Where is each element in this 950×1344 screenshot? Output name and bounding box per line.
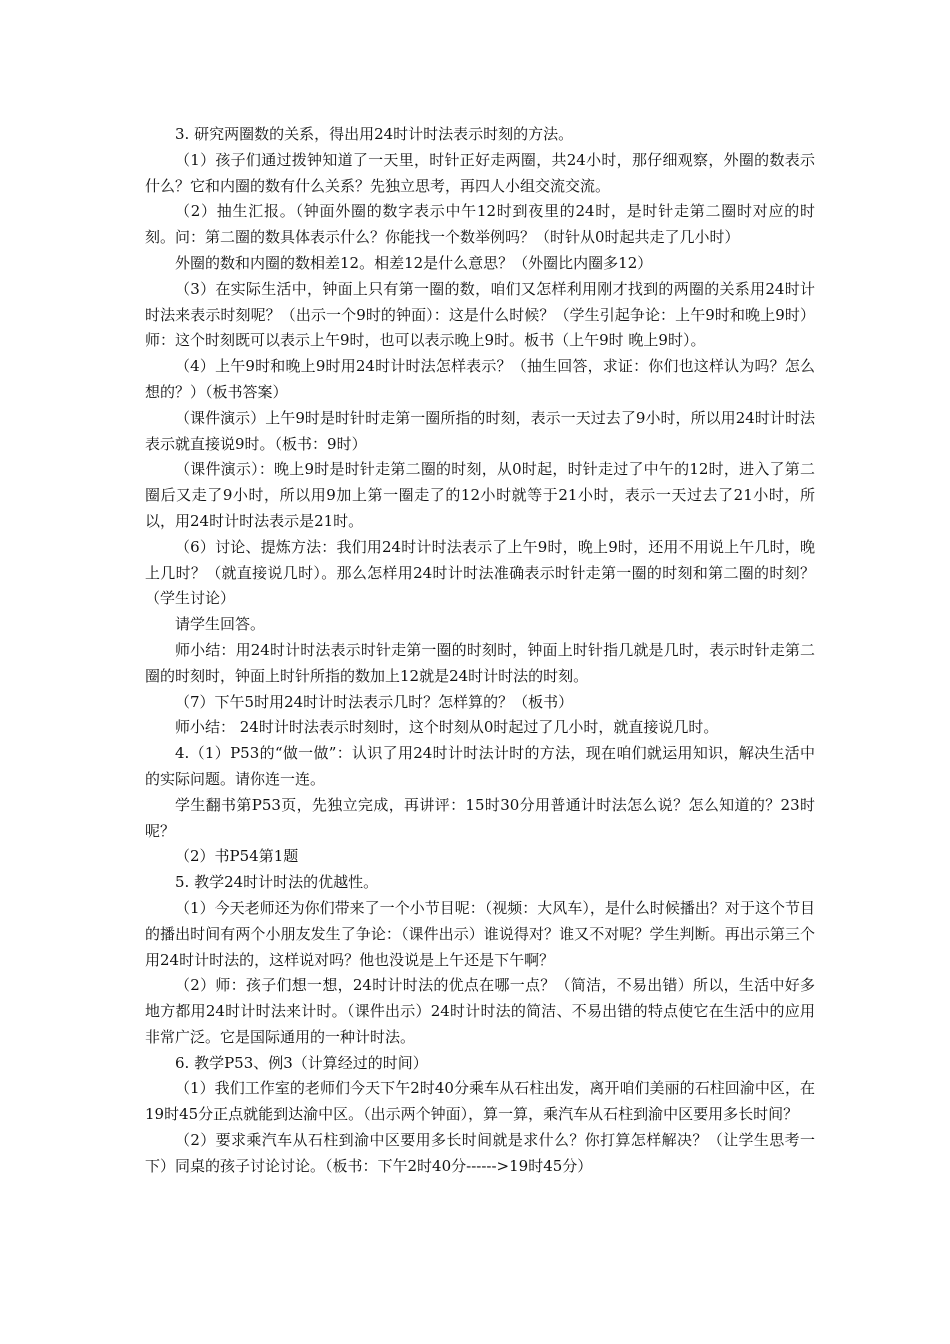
- paragraph: 请学生回答。: [175, 615, 266, 634]
- paragraph: 4.（1）P53的“做一做”：认识了用24时计时法计时的方法，现在咱们就运用知识，解决生活中的实际问题。请你连一连。: [145, 744, 815, 788]
- paragraph: （1）孩子们通过拨钟知道了一天里，时针正好走两圈，共24小时，那仔细观察，外圈的数表示什么？它和内圈的数有什么关系？先独立思考，再四人小组交流交流。: [145, 150, 815, 195]
- paragraph: （2）师：孩子们想一想，24时计时法的优点在哪一点？（简洁，不易出错）所以，生活中好多地方都用24时计时法来计时。（课件出示）24时计时法的简洁、不易出错的特点使它在生活中的应用非常广泛。它是国际通用的一种计时法。: [145, 976, 815, 1046]
- document-body: [145, 122, 815, 1180]
- paragraph: （3）在实际生活中，钟面上只有第一圈的数，咱们又怎样利用刚才找到的两圈的关系用24时计时法来表示时刻呢？（出示一个9时的钟面）：这是什么时候？（学生引起争论：上午9时和晚上9时）师：这个时刻既可以表示上午9时，也可以表示晚上9时。板书（上午9时 晚上9时）。: [145, 279, 815, 350]
- paragraph: （6）讨论、提炼方法：我们用24时计时法表示了上午9时，晚上9时，还用不用说上午几时，晚上几时？（就直接说几时）。那么怎样用24时计时法准确表示时针走第一圈的时刻和第二圈的时刻？（学生讨论）: [145, 537, 815, 608]
- paragraph: 3. 研究两圈数的关系，得出用24时计时法表示时刻的方法。: [175, 125, 574, 143]
- paragraph: 师小结：用24时计时法表示时针走第一圈的时刻时，钟面上时针指几就是几时，表示时针走第二圈的时刻时，钟面上时针所指的数加上12就是24时计时法的时刻。: [145, 640, 815, 685]
- paragraph: （2）抽生汇报。（钟面外圈的数字表示中午12时到夜里的24时，是时针走第二圈时对应的时刻。问：第二圈的数具体表示什么？你能找一个数举例吗？（时针从0时起共走了几小时）: [145, 202, 815, 247]
- paragraph: （4）上午9时和晚上9时用24时计时法怎样表示？（抽生回答，求证：你们也这样认为吗？怎么想的？）（板书答案）: [145, 357, 815, 401]
- paragraph: 师小结： 24时计时法表示时刻时，这个时刻从0时起过了几小时，就直接说几时。: [175, 718, 719, 737]
- paragraph: （课件演示）上午9时是时针时走第一圈所指的时刻，表示一天过去了9小时，所以用24时计时法表示就直接说9时。（板书：9时）: [145, 408, 815, 453]
- paragraph: 学生翻书第P53页，先独立完成，再讲评：15时30分用普通计时法怎么说？怎么知道的？23时呢？: [145, 795, 815, 840]
- paragraph: （7）下午5时用24时计时法表示几时？怎样算的？（板书）: [175, 692, 574, 711]
- paragraph: 5. 教学24时计时法的优越性。: [175, 873, 379, 892]
- paragraph: 外圈的数和内圈的数相差12。相差12是什么意思？（外圈比内圈多12）: [175, 253, 653, 272]
- paragraph: 6. 教学P53、例3（计算经过的时间）: [175, 1053, 428, 1072]
- paragraph: （课件演示）：晚上9时是时针走第二圈的时刻，从0时起，时针走过了中午的12时，进入了第二圈后又走了9小时，所以用9加上第一圈走了的12小时就等于21小时，表示一天过去了21小时，所以，用24时计时法表示是21时。: [145, 460, 815, 530]
- paragraph: （2）要求乘汽车从石柱到渝中区要用多长时间就是求什么？你打算怎样解决？（让学生思考一下）同桌的孩子讨论讨论。（板书：下午2时40分------>19时45分）: [145, 1131, 815, 1175]
- paragraph: （2）书P54第1题: [175, 847, 299, 866]
- paragraph: （1）我们工作室的老师们今天下午2时40分乘车从石柱出发，离开咱们美丽的石柱回渝中区，在19时45分正点就能到达渝中区。（出示两个钟面），算一算，乘汽车从石柱到渝中区要用多长时间？: [145, 1079, 815, 1124]
- paragraph: （1）今天老师还为你们带来了一个小节目呢：（视频：大风车），是什么时候播出？对于这个节目的播出时间有两个小朋友发生了争论：（课件出示）谁说得对？谁又不对呢？学生判断。再出示第三个用24时计时法的，这样说对吗？他也没说是上午还是下午啊？: [145, 898, 815, 969]
